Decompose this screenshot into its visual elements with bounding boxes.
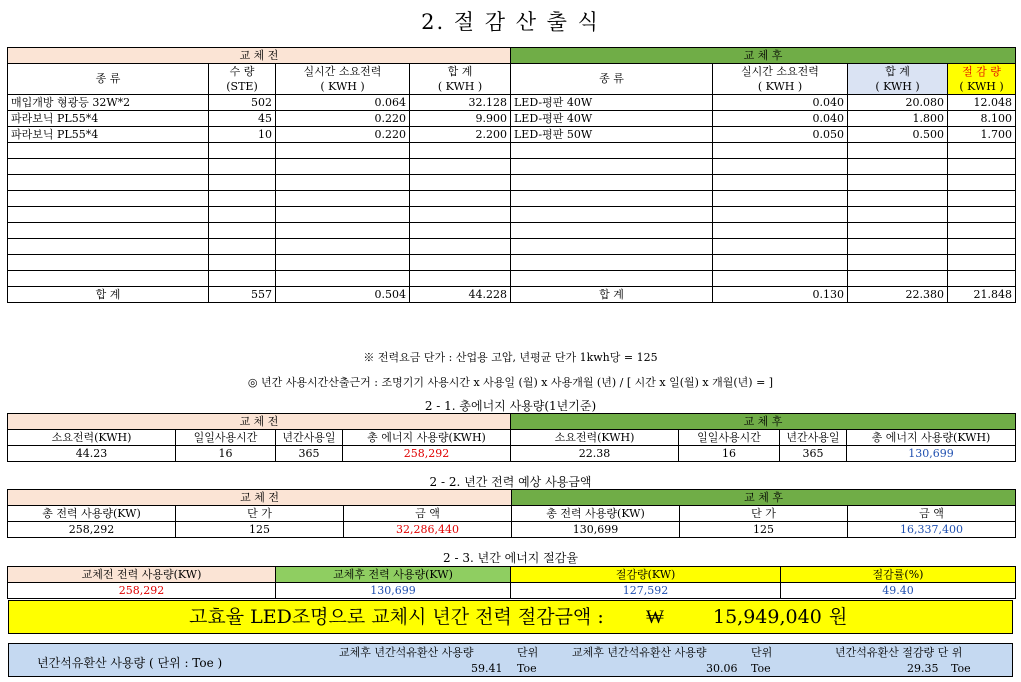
cell-power <box>276 159 410 175</box>
cell-power <box>276 255 410 271</box>
total-sum: 44.228 <box>410 287 511 303</box>
cell-power-after: 0.040 <box>713 95 848 111</box>
table-row <box>8 111 1016 127</box>
s1-total: 258,292 <box>343 446 511 462</box>
cell-type-after <box>511 191 713 207</box>
cell-power <box>276 207 410 223</box>
cell-type <box>8 271 209 287</box>
cell-sum: 2.200 <box>410 127 511 143</box>
s2-usage: 258,292 <box>8 522 176 538</box>
s3-after: 130,699 <box>276 583 511 599</box>
cell-sum-after <box>848 271 948 287</box>
cell-qty <box>209 271 276 287</box>
cell-power <box>276 271 410 287</box>
cell-power-after: 0.040 <box>713 111 848 127</box>
empty-row <box>8 239 1016 255</box>
cell-type-after <box>511 175 713 191</box>
oil-equivalent-box <box>8 643 1013 677</box>
cell-sum <box>410 271 511 287</box>
cell-power-after <box>713 159 848 175</box>
s3-h-before: 교체전 전력 사용량(KW) <box>8 567 276 583</box>
cell-type-after <box>511 223 713 239</box>
cell-sum <box>410 143 511 159</box>
cell-type <box>8 159 209 175</box>
s1-before-header: 교 체 전 <box>8 414 511 430</box>
cell-saving <box>948 271 1016 287</box>
s1-h-total-after: 총 에너지 사용량(KWH) <box>847 430 1016 446</box>
s1-days-after: 365 <box>780 446 847 462</box>
cell-type: 매입개방 형광등 32W*2 <box>8 95 209 111</box>
cell-qty <box>209 175 276 191</box>
cell-sum-after <box>848 239 948 255</box>
empty-row <box>8 159 1016 175</box>
cell-sum <box>410 207 511 223</box>
cell-sum-after <box>848 175 948 191</box>
s1-h-power-after: 소요전력(KWH) <box>511 430 679 446</box>
cell-qty <box>209 207 276 223</box>
cell-power: 0.220 <box>276 127 410 143</box>
oil-v3: 29.35 <box>907 662 939 675</box>
cell-sum-after: 1.800 <box>848 111 948 127</box>
s1-h-power: 소요전력(KWH) <box>8 430 176 446</box>
s3-h-saving: 절감량(KW) <box>511 567 781 583</box>
empty-row <box>8 207 1016 223</box>
cell-sum-after: 20.080 <box>848 95 948 111</box>
s1-days: 365 <box>276 446 343 462</box>
cell-type-after <box>511 239 713 255</box>
empty-row <box>8 223 1016 239</box>
empty-row <box>8 175 1016 191</box>
saving-rate-table <box>7 566 1016 599</box>
oil-h3: 년간석유환산 절감량 단 위 <box>835 646 963 659</box>
s2-amount-after: 16,337,400 <box>848 522 1016 538</box>
cell-type <box>8 143 209 159</box>
s3-before: 258,292 <box>8 583 276 599</box>
banner-amount: 15,949,040 <box>713 606 822 628</box>
cell-sum-after <box>848 143 948 159</box>
cell-type-after: LED-평판 40W <box>511 111 713 127</box>
s2-h-usage-after: 총 전력 사용량(KW) <box>512 506 680 522</box>
empty-row <box>8 191 1016 207</box>
s1-h-total: 총 에너지 사용량(KWH) <box>343 430 511 446</box>
cell-power-after: 0.050 <box>713 127 848 143</box>
rate-note: ※ 전력요금 단가 : 산업용 고압, 년평균 단가 1kwh당 = 125 <box>363 351 658 364</box>
s2-price-after: 125 <box>680 522 848 538</box>
s1-h-days-after: 년간사용일 <box>780 430 847 446</box>
cell-sum <box>410 239 511 255</box>
cell-power: 0.220 <box>276 111 410 127</box>
cell-sum <box>410 255 511 271</box>
banner-currency: ₩ <box>646 606 664 628</box>
cell-saving <box>948 239 1016 255</box>
s3-saving: 127,592 <box>511 583 781 599</box>
s2-h-amount: 금 액 <box>344 506 512 522</box>
cell-power <box>276 143 410 159</box>
cell-saving <box>948 207 1016 223</box>
cell-sum-after <box>848 207 948 223</box>
cell-type: 파라보닉 PL55*4 <box>8 127 209 143</box>
col-sum-after: 합 계 <box>848 64 948 80</box>
after-header: 교 체 후 <box>511 48 1016 64</box>
oil-t3: Toe <box>951 662 971 675</box>
oil-h1: 교체후 년간석유환산 사용량 <box>339 646 474 659</box>
s3-h-after: 교체후 전력 사용량(KW) <box>276 567 511 583</box>
s2-amount: 32,286,440 <box>344 522 512 538</box>
total-label-after: 합 계 <box>511 287 713 303</box>
total-qty: 557 <box>209 287 276 303</box>
hours-note: ◎ 년간 사용시간산출근거 : 조명기기 사용시간 x 사용일 (월) x 사용개월 (년) / [ 시간 x 일(월) x 개월(년) = ] <box>247 376 774 389</box>
cell-power <box>276 175 410 191</box>
cell-saving: 8.100 <box>948 111 1016 127</box>
col-sum-after-unit: ( KWH ) <box>848 79 948 95</box>
page-title: 2. 절 감 산 출 식 <box>421 10 600 34</box>
total-label: 합 계 <box>8 287 209 303</box>
col-saving-unit: ( KWH ) <box>948 79 1016 95</box>
cell-sum-after <box>848 223 948 239</box>
cell-sum: 9.900 <box>410 111 511 127</box>
cell-saving <box>948 159 1016 175</box>
s1-h-hours: 일일사용시간 <box>176 430 276 446</box>
cell-sum: 32.128 <box>410 95 511 111</box>
cell-power-after <box>713 207 848 223</box>
cell-type <box>8 239 209 255</box>
oil-u2: 단위 <box>751 646 773 659</box>
col-power-after-unit: ( KWH ) <box>713 79 848 95</box>
cell-type-after <box>511 207 713 223</box>
cell-type-after <box>511 143 713 159</box>
oil-label: 년간석유환산 사용량 ( 단위 : Toe ) <box>37 656 223 670</box>
col-saving: 절 감 량 <box>948 64 1016 80</box>
total-sum-after: 22.380 <box>848 287 948 303</box>
cell-sum <box>410 175 511 191</box>
s1-hours-after: 16 <box>679 446 780 462</box>
cell-power: 0.064 <box>276 95 410 111</box>
cell-type <box>8 255 209 271</box>
energy-usage-table <box>7 413 1016 462</box>
cell-qty <box>209 159 276 175</box>
before-header: 교 체 전 <box>8 48 511 64</box>
saving-banner <box>8 600 1013 634</box>
s1-total-after: 130,699 <box>847 446 1016 462</box>
section1-title: 2 - 1. 총에너지 사용량(1년기준) <box>424 399 597 413</box>
cell-type <box>8 223 209 239</box>
cell-saving: 12.048 <box>948 95 1016 111</box>
col-sum: 합 계 <box>410 64 511 80</box>
cell-type-after <box>511 255 713 271</box>
oil-v2: 30.06 <box>706 662 738 675</box>
s1-hours: 16 <box>176 446 276 462</box>
cell-power <box>276 191 410 207</box>
cell-type-after <box>511 271 713 287</box>
oil-t1: Toe <box>517 662 537 675</box>
cell-power-after <box>713 175 848 191</box>
s1-power: 44.23 <box>8 446 176 462</box>
cell-qty <box>209 255 276 271</box>
col-qty: 수 량 <box>209 64 276 80</box>
cell-type-after: LED-평판 50W <box>511 127 713 143</box>
cell-power-after <box>713 271 848 287</box>
cell-saving: 1.700 <box>948 127 1016 143</box>
col-sum-unit: ( KWH ) <box>410 79 511 95</box>
cell-qty: 45 <box>209 111 276 127</box>
cell-qty <box>209 223 276 239</box>
cell-saving <box>948 175 1016 191</box>
cell-type-after: LED-평판 40W <box>511 95 713 111</box>
s2-usage-after: 130,699 <box>512 522 680 538</box>
cell-qty <box>209 239 276 255</box>
section2-title: 2 - 2. 년간 전력 예상 사용금액 <box>429 475 592 489</box>
cell-type-after <box>511 159 713 175</box>
col-qty-unit: (STE) <box>209 79 276 95</box>
s2-price: 125 <box>176 522 344 538</box>
total-saving: 21.848 <box>948 287 1016 303</box>
cell-sum-after <box>848 191 948 207</box>
cell-qty <box>209 143 276 159</box>
banner-unit: 원 <box>829 606 848 628</box>
empty-row <box>8 255 1016 271</box>
s1-h-hours-after: 일일사용시간 <box>679 430 780 446</box>
cell-sum-after: 0.500 <box>848 127 948 143</box>
col-power: 실시간 소요전력 <box>276 64 410 80</box>
cell-saving <box>948 191 1016 207</box>
col-type-after: 종 류 <box>511 64 713 95</box>
cell-power-after <box>713 223 848 239</box>
oil-h2: 교체후 년간석유환산 사용량 <box>572 646 707 659</box>
section3-title: 2 - 3. 년간 에너지 절감율 <box>443 551 578 565</box>
empty-row <box>8 143 1016 159</box>
empty-row <box>8 271 1016 287</box>
oil-u1: 단위 <box>517 646 539 659</box>
s2-before-header: 교 체 전 <box>8 490 512 506</box>
s2-after-header: 교 체 후 <box>512 490 1016 506</box>
total-power: 0.504 <box>276 287 410 303</box>
cell-power <box>276 239 410 255</box>
cell-power <box>276 223 410 239</box>
cell-power-after <box>713 239 848 255</box>
cell-sum-after <box>848 255 948 271</box>
cell-sum-after <box>848 159 948 175</box>
s2-h-amount-after: 금 액 <box>848 506 1016 522</box>
s1-power-after: 22.38 <box>511 446 679 462</box>
s2-h-price-after: 단 가 <box>680 506 848 522</box>
cell-saving <box>948 255 1016 271</box>
s3-rate: 49.40 <box>781 583 1016 599</box>
banner-label: 고효율 LED조명으로 교체시 년간 전력 절감금액 : <box>189 606 604 628</box>
s2-h-usage: 총 전력 사용량(KW) <box>8 506 176 522</box>
cell-saving <box>948 223 1016 239</box>
cell-type <box>8 191 209 207</box>
cell-power-after <box>713 255 848 271</box>
cell-qty: 10 <box>209 127 276 143</box>
oil-v1: 59.41 <box>471 662 503 675</box>
total-power-after: 0.130 <box>713 287 848 303</box>
s1-h-days: 년간사용일 <box>276 430 343 446</box>
s2-h-price: 단 가 <box>176 506 344 522</box>
cell-type <box>8 175 209 191</box>
cell-type: 파라보닉 PL55*4 <box>8 111 209 127</box>
table-row <box>8 95 1016 111</box>
cell-qty: 502 <box>209 95 276 111</box>
cell-power-after <box>713 143 848 159</box>
cell-saving <box>948 143 1016 159</box>
s1-after-header: 교 체 후 <box>511 414 1016 430</box>
cell-sum <box>410 191 511 207</box>
s3-h-rate: 절감률(%) <box>781 567 1016 583</box>
cost-table <box>7 489 1016 538</box>
savings-table <box>7 47 1016 303</box>
table-row <box>8 127 1016 143</box>
oil-t2: Toe <box>751 662 771 675</box>
col-type: 종 류 <box>8 64 209 95</box>
col-power-unit: ( KWH ) <box>276 79 410 95</box>
cell-sum <box>410 223 511 239</box>
cell-sum <box>410 159 511 175</box>
col-power-after: 실시간 소요전력 <box>713 64 848 80</box>
cell-qty <box>209 191 276 207</box>
cell-power-after <box>713 191 848 207</box>
cell-type <box>8 207 209 223</box>
